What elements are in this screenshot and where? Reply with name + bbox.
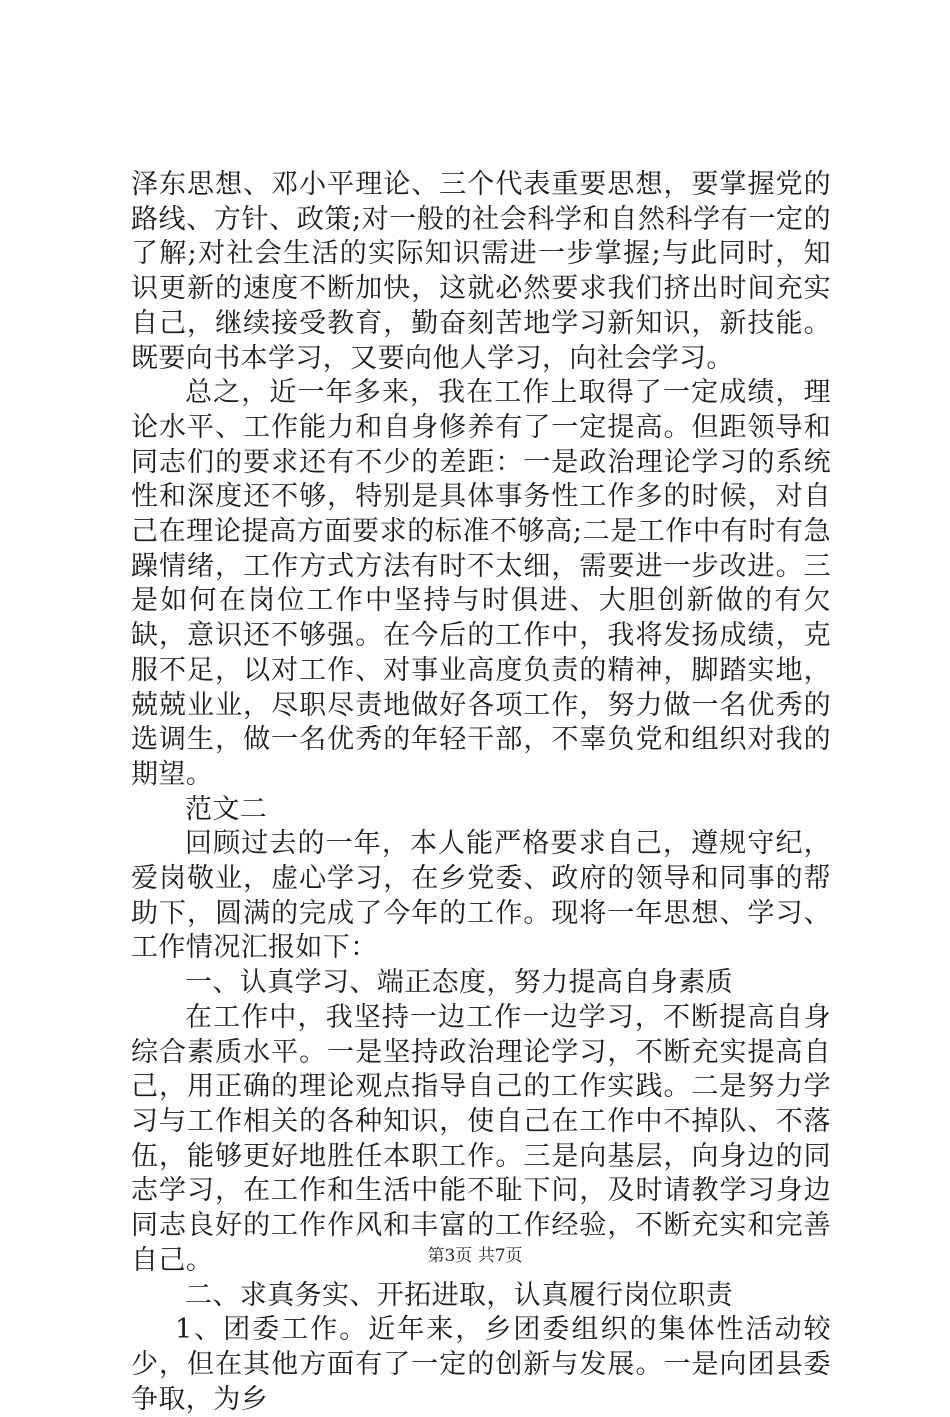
paragraph-6: 在工作中，我坚持一边工作一边学习，不断提高自身综合素质水平。一是坚持政治理论学习，不断充实提高自己，用正确的理论观点指导自己的工作实践。二是努力学习与工作相关的各种知识，使自己在工作中不掉队、不落伍，能够更好地胜任本职工作。三是向基层，向身边的同志学习，在工作和生活中能不耻下问，及时请教学习身边同志良好的工作作风和丰富的工作经验，不断充实和完善自己。 xyxy=(131,1001,831,1276)
heading-1: 一、认真学习、端正态度，努力提高自身素质 xyxy=(185,967,733,999)
paragraph-4: 回顾过去的一年，本人能严格要求自己，遵规守纪，爱岗敬业，虚心学习，在乡党委、政府的领导和同事的帮助下，圆满的完成了今年的工作。现将一年思想、学习、工作情况汇报如下： xyxy=(131,828,831,964)
paragraph-2: 总之，近一年多来，我在工作上取得了一定成绩，理论水平、工作能力和自身修养有了一定提高。但距领导和同志们的要求还有不少的差距：一是政治理论学习的系统性和深度还不够，特别是具体事务性工作多的时候，对自己在理论提高方面要求的标准不够高;二是工作中有时有急躁情绪，工作方式方法有时不太细，需要进一步改进。三是如何在岗位工作中坚持与时俱进、大胆创新做的有欠缺，意识还不够强。在今后的工作中，我将发扬成绩，克服不足，以对工作、对事业高度负责的精神，脚踏实地，兢兢业业，尽职尽责地做好各项工作，努力做一名优秀的选调生，做一名优秀的年轻干部，不辜负党和组织对我的期望。 xyxy=(131,377,831,790)
section-title-fanwen-er: 范文二 xyxy=(185,793,268,825)
document-body xyxy=(131,168,831,1417)
page-footer: 第3页 共7页 xyxy=(427,1246,523,1266)
paragraph-8: 1、团委工作。近年来，乡团委组织的集体性活动较少，但在其他方面有了一定的创新与发展。一是向团县委争取，为乡 xyxy=(131,1314,831,1415)
paragraph-1: 泽东思想、邓小平理论、三个代表重要思想，要掌握党的路线、方针、政策;对一般的社会科学和自然科学有一定的了解;对社会生活的实际知识需进一步掌握;与此同时，知识更新的速度不断加快，这就必然要求我们挤出时间充实自己，继续接受教育，勤奋刻苦地学习新知识，新技能。既要向书本学习，又要向他人学习，向社会学习。 xyxy=(131,169,831,374)
heading-2: 二、求真务实、开拓进取，认真履行岗位职责 xyxy=(185,1279,733,1311)
